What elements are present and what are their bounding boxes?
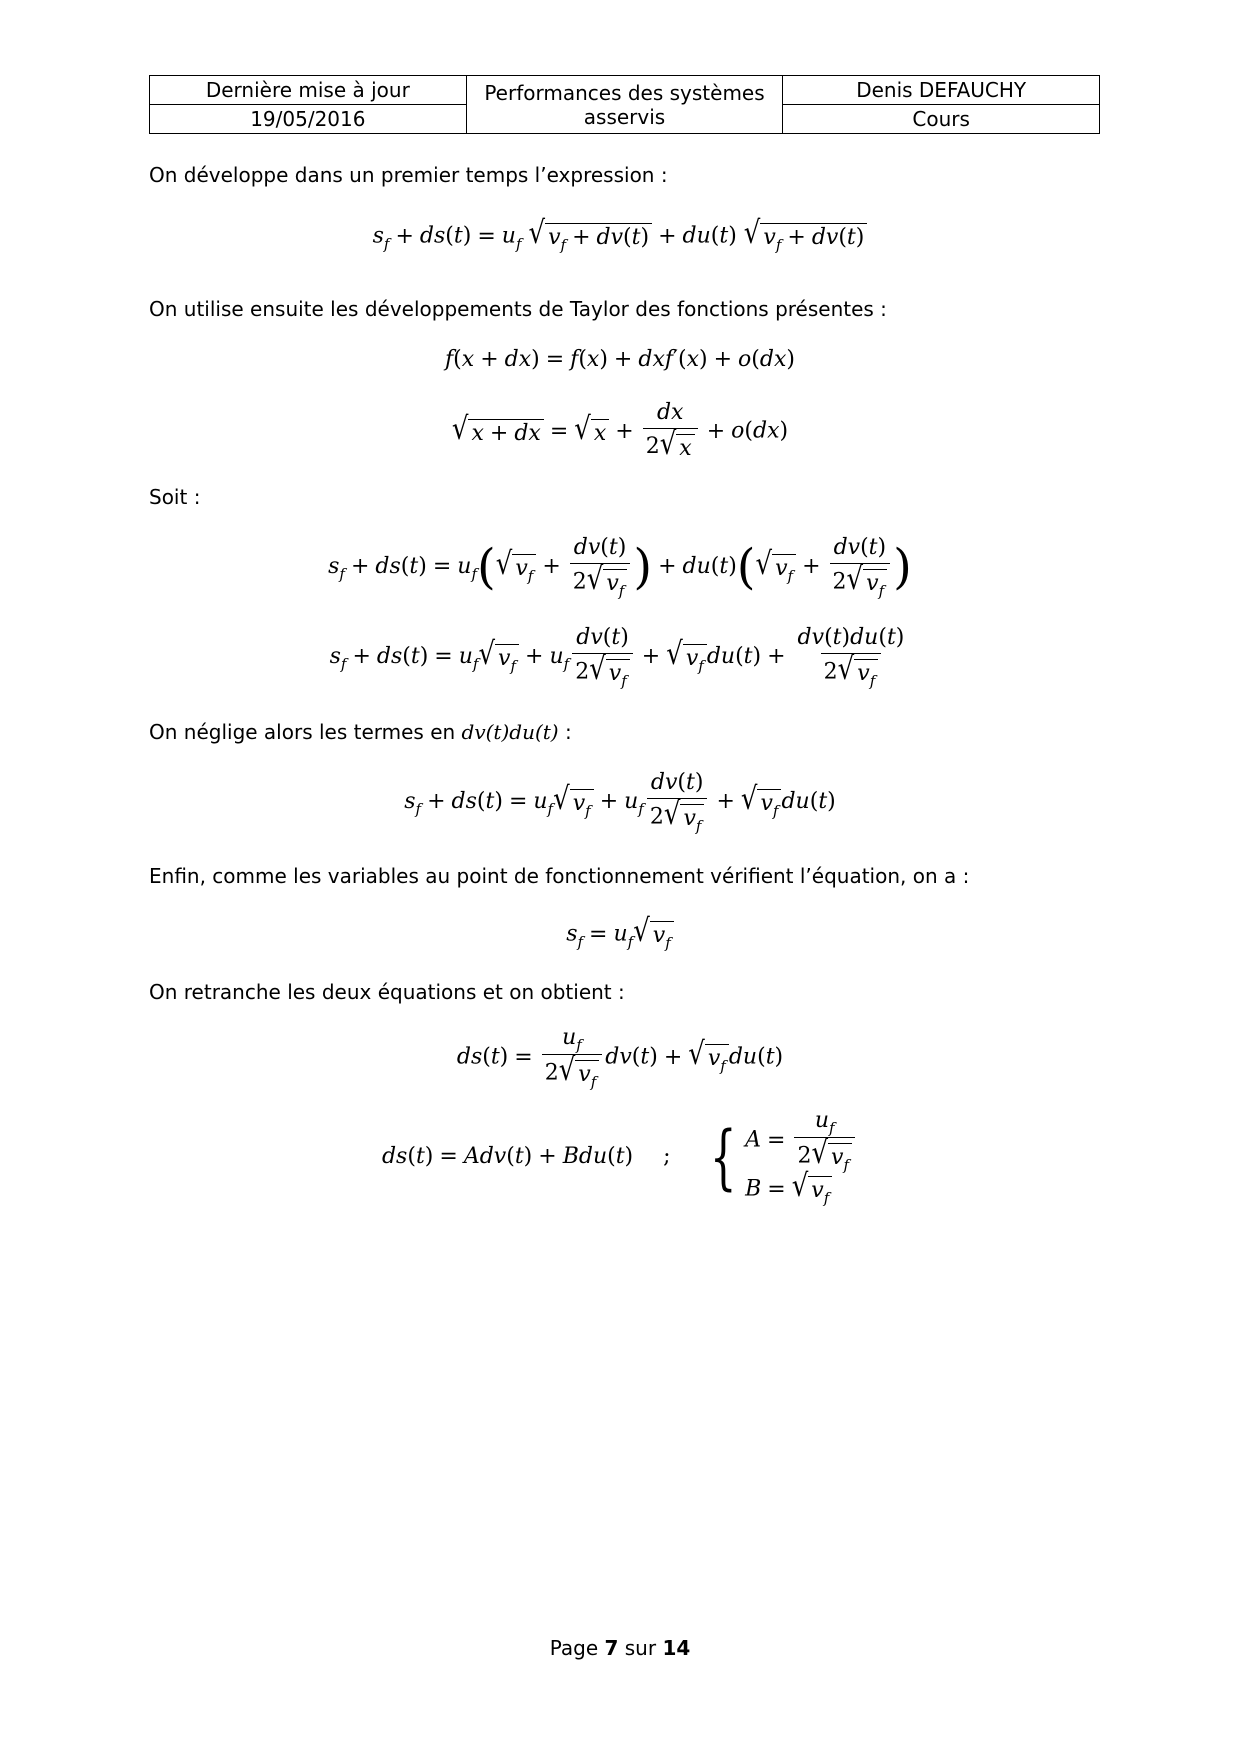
- paragraph-4-prefix: On néglige alors les termes en: [149, 720, 462, 744]
- equation-6: $s_f + ds(t) = u_f$ √ $v_f$ + $u_f$ dv(t) 2 √ $v_f$ + √ $v_f$ du(t): [404, 770, 836, 835]
- paragraph-4-math: dv(t)du(t): [461, 720, 559, 744]
- paragraph-4-suffix: :: [558, 720, 572, 744]
- paragraph-3: Soit :: [149, 485, 201, 509]
- title-line-2: asservis: [583, 104, 666, 129]
- page-footer: [0, 1636, 1240, 1660]
- total-pages: 14: [662, 1636, 691, 1660]
- header-table: [149, 75, 1100, 134]
- equation-9: ds(t) = Adv(t) + Bdu(t) ; { A = $u_f$ 2 √ $v_f$ B = √ $v_f$: [0, 1108, 1240, 1206]
- paragraph-2: On utilise ensuite les développements de Taylor des fonctions présentes :: [149, 297, 887, 321]
- equation-4: $s_f + ds(t) = u_f$( √ $v_f$ + dv(t) 2 √ $v_f$ ) + du(t)( √ $v_f$ + dv(t) 2 √ $v_f$ ): [328, 535, 912, 600]
- document-type: Cours: [783, 105, 1100, 134]
- last-update-label: Dernière mise à jour: [150, 76, 467, 105]
- equation-2: f(x + dx) = f(x) + dxf′(x) + o(dx): [445, 347, 795, 372]
- page-label: Page: [549, 1636, 605, 1660]
- update-date: 19/05/2016: [150, 105, 467, 134]
- equation-8: ds(t) = $u_f$ 2 √ $v_f$ dv(t) + √ $v_f$ du(t): [456, 1025, 784, 1091]
- page-number: 7: [604, 1636, 619, 1660]
- equation-7: $s_f = u_f$ √ $v_f$: [0, 918, 1240, 951]
- paragraph-4: [149, 720, 572, 744]
- paragraph-5: Enfin, comme les variables au point de fonctionnement vérifient l’équation, on a :: [149, 864, 970, 888]
- title-line-1: Performances des systèmes: [484, 80, 765, 105]
- document-title: [466, 76, 783, 134]
- equation-1: $s_f + ds(t) = u_f$ √ $v_f + dv(t)$ + du(t) √ $v_f + dv(t)$: [0, 220, 1240, 253]
- equation-3: √ x + dx = √ x + dx 2 √ x + o(dx): [451, 400, 789, 463]
- author: Denis DEFAUCHY: [783, 76, 1100, 105]
- equation-5: $s_f + ds(t) = u_f$ √ $v_f$ + $u_f$ dv(t) 2 √ $v_f$ + √ $v_f$ du(t) + dv(t)du(t) 2 √ $v_f$: [329, 625, 905, 690]
- paragraph-1: On développe dans un premier temps l’expression :: [149, 163, 668, 187]
- sur-label: sur: [618, 1636, 663, 1660]
- paragraph-6: On retranche les deux équations et on obtient :: [149, 980, 625, 1004]
